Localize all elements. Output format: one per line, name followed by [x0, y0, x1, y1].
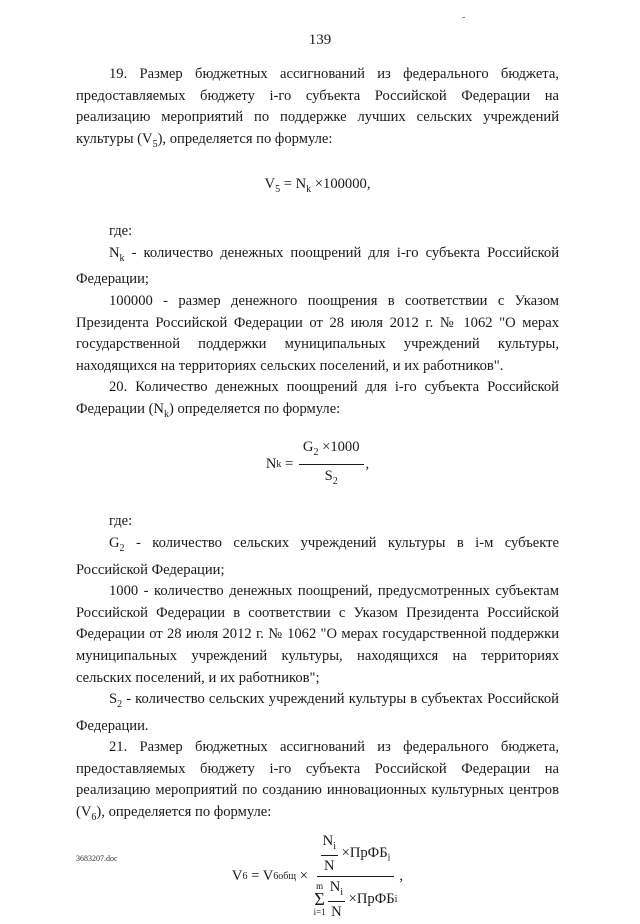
big-numerator: [317, 833, 395, 877]
page-number: 139: [308, 32, 332, 48]
numerator: [299, 438, 364, 465]
where-label-2: где:: [109, 513, 133, 530]
ni-symbol: N: [329, 878, 341, 895]
document-body: [76, 64, 559, 924]
denominator: [325, 465, 338, 491]
definition-g2: [76, 533, 559, 581]
margin-mark: -: [462, 12, 466, 23]
ratio-ni-n-denominator: [328, 879, 345, 920]
subscript: 2: [313, 446, 319, 458]
subscript: 2: [119, 542, 125, 554]
paragraph-21-text: 21. Размер бюджетных ассигнований из федерального бюджета, предоставляемых бюджету i-го субъекта Российской Федерации на реализацию мероприятий по созданию инновационных культурных центров (V: [76, 739, 559, 820]
numerator-rest: ×1000: [318, 439, 360, 456]
denominator-symbol: S: [324, 467, 333, 484]
formula-eq: =: [281, 455, 297, 472]
subscript: k: [119, 252, 125, 264]
subscript: 2: [117, 699, 123, 710]
formula-lhs: V: [231, 867, 243, 884]
ratio-num: [328, 879, 345, 902]
subscript: k: [276, 458, 282, 470]
subscript: 6: [242, 870, 248, 882]
subscript: 5: [275, 184, 281, 196]
definition-text: - количество сельских учреждений культуры в субъектах Российской Федерации.: [76, 691, 559, 734]
formula-eq: = N: [280, 176, 307, 193]
summation: [314, 881, 326, 917]
paragraph-21: [76, 737, 559, 828]
definition-text: - количество сельских учреждений культуры в i-м субъекте Российской Федерации;: [76, 535, 559, 578]
where-label-1: где:: [109, 223, 133, 240]
ni-symbol: N: [322, 833, 334, 850]
ratio-num: [321, 833, 338, 856]
paragraph-21-end: ), определяется по формуле:: [96, 803, 272, 820]
sum-lower-limit: i=1: [313, 907, 326, 918]
ratio-den: N: [324, 857, 335, 874]
symbol: G: [109, 535, 120, 552]
definition-nk: [76, 243, 559, 291]
subscript: 2: [332, 475, 338, 487]
big-fraction: [314, 833, 398, 920]
formula-v5: [76, 155, 559, 213]
paragraph-19-text: 19. Размер бюджетных ассигнований из федерального бюджета, предоставляемых бюджету i-го субъекта Российской Федерации на реализацию мероприятий по поддержке лучших сельских учреждений культуры (V: [76, 66, 559, 147]
formula-rest: ×100000,: [311, 176, 371, 193]
symbol: N: [109, 244, 120, 261]
paragraph-20-text: 20. Количество денежных поощрений для i-го субъекта Российской Федерации (N: [76, 379, 559, 417]
formula-lhs: V: [264, 176, 276, 193]
subscript: i: [387, 852, 391, 864]
subscript: k: [306, 184, 312, 196]
prfb-term: ×ПрФБ: [345, 890, 395, 907]
definition-text: - количество денежных поощрений для i-го субъекта Российской Федерации;: [76, 244, 559, 288]
numerator-symbol: G: [302, 439, 314, 456]
paragraph-20: [76, 377, 559, 425]
subscript: i: [394, 893, 398, 905]
subscript: 6общ: [273, 870, 297, 882]
fraction: [299, 438, 364, 491]
definition-1000: 1000 - количество денежных поощрений, предусмотренных субъектам Российской Федерации в соответствии с Указом Президента Российской Федерации от 28 июля 2012 г. № 1062 "О мерах государственной поддержки муниципальных учреждений культуры, находящихся на территориях сельских поселений, и их работников";: [76, 583, 559, 686]
ratio-ni-n: [321, 833, 338, 874]
formula-v6: [76, 828, 559, 924]
big-denominator: [314, 877, 398, 920]
formula-eq: = V: [247, 867, 274, 884]
definition-s2: [76, 689, 559, 737]
subscript: i: [333, 840, 336, 852]
file-name-footer: 3683207.doc: [76, 854, 118, 863]
subscript: i: [340, 886, 344, 898]
paragraph-19: [76, 64, 559, 155]
sum-upper-limit: m: [316, 881, 324, 892]
subscript: 6: [91, 811, 97, 823]
paragraph-19-end: ), определяется по формуле:: [157, 130, 333, 147]
formula-tail: ,: [365, 455, 370, 472]
formula-lhs: N: [265, 455, 277, 472]
definition-100000: 100000 - размер денежного поощрения в соответствии с Указом Президента Российской Федерации от 28 июля 2012 г. № 1062 "О мерах государственной поддержки муниципальных учреждений культуры, находящихся на территориях сельских поселений, и их работников".: [76, 292, 559, 374]
paragraph-20-end: ) определяется по формуле:: [168, 400, 341, 417]
subscript: 5: [152, 138, 158, 150]
times-sign: ×: [296, 867, 312, 884]
sigma-symbol: Σ: [314, 889, 325, 910]
prfb-term: ×ПрФБ: [337, 844, 388, 861]
formula-nk: [76, 425, 559, 503]
ratio-den: N: [331, 903, 342, 920]
symbol: S: [109, 691, 118, 708]
subscript: k: [163, 408, 169, 420]
formula-tail: ,: [399, 867, 404, 884]
